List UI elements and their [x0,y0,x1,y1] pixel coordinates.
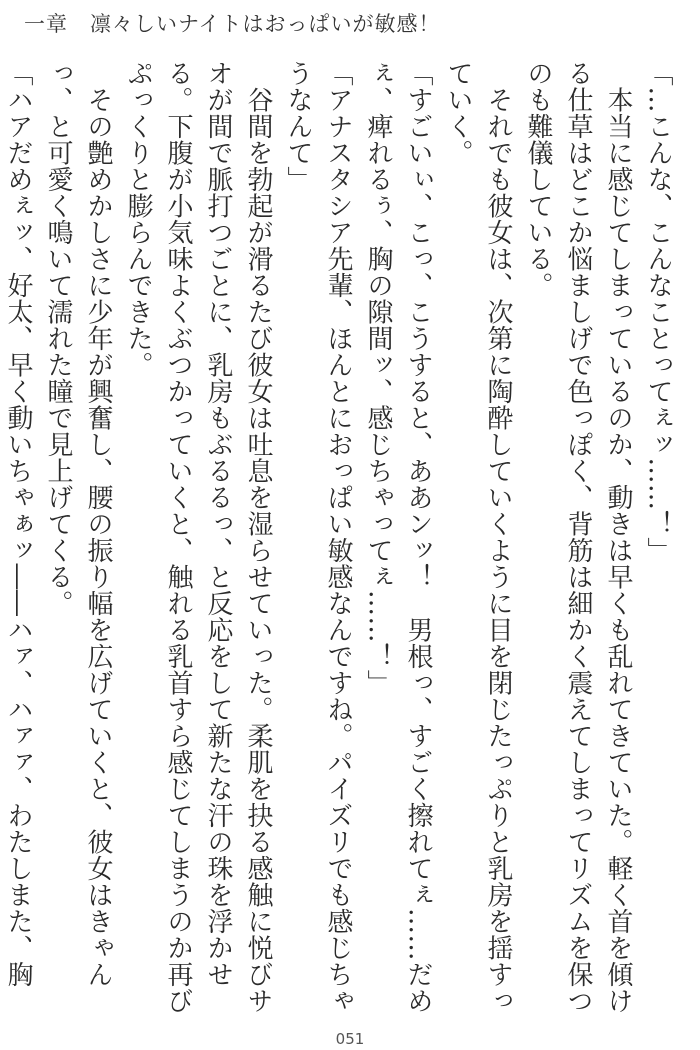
paragraph-7: その艶めかしさに少年が興奮し、腰の振り幅を広げていくと、彼女はきゃんっ、と可愛く鳴いて濡れた瞳で見上げてくる。 [43,60,113,988]
paragraph-8: 「ハアだめぇッ、好太、早く動いちゃぁッ――ハァ、ハァァ、わたしまた、胸 [3,60,33,988]
body-text [3,60,678,1025]
paragraph-2: 本当に感じてしまっているのか、動きは早くも乱れてきていた。軽く首を傾ける仕草はどこか悩ましげで色っぽく、背筋は細かく震えてしまってリズムを保つのも難儀している。 [523,60,633,1014]
paragraph-4: 「すごいぃ、こっ、こうすると、ああンッ！ 男根っ、すごく擦れてぇ……だめぇ、痺れるぅ、胸の隙間ッ、感じちゃってぇ……！」 [363,60,433,1014]
chapter-header: 一章 凛々しいナイトはおっぱいが敏感！ [24,12,441,36]
page-number: 051 [335,1030,365,1048]
paragraph-3: それでも彼女は、次第に陶酔していくように目を閉じたっぷりと乳房を揺すっていく。 [443,60,513,1014]
paragraph-1: 「…こんな、こんなことってぇッ……！」 [643,60,673,564]
paragraph-6: 谷間を勃起が滑るたび彼女は吐息を湿らせていった。柔肌を抉る感触に悦びサオが間で脈打つごとに、乳房もぶるるっ、と反応をして新たな汗の珠を浮かせる。下腹が小気味よくぶつかっていくと、触れる乳首すら感じてしまうのか再びぷっくりと膨らんできた。 [123,60,273,1014]
paragraph-5: 「アナスタシア先輩、ほんとにおっぱい敏感なんですね。パイズリでも感じちゃうなんて」 [283,60,353,1014]
